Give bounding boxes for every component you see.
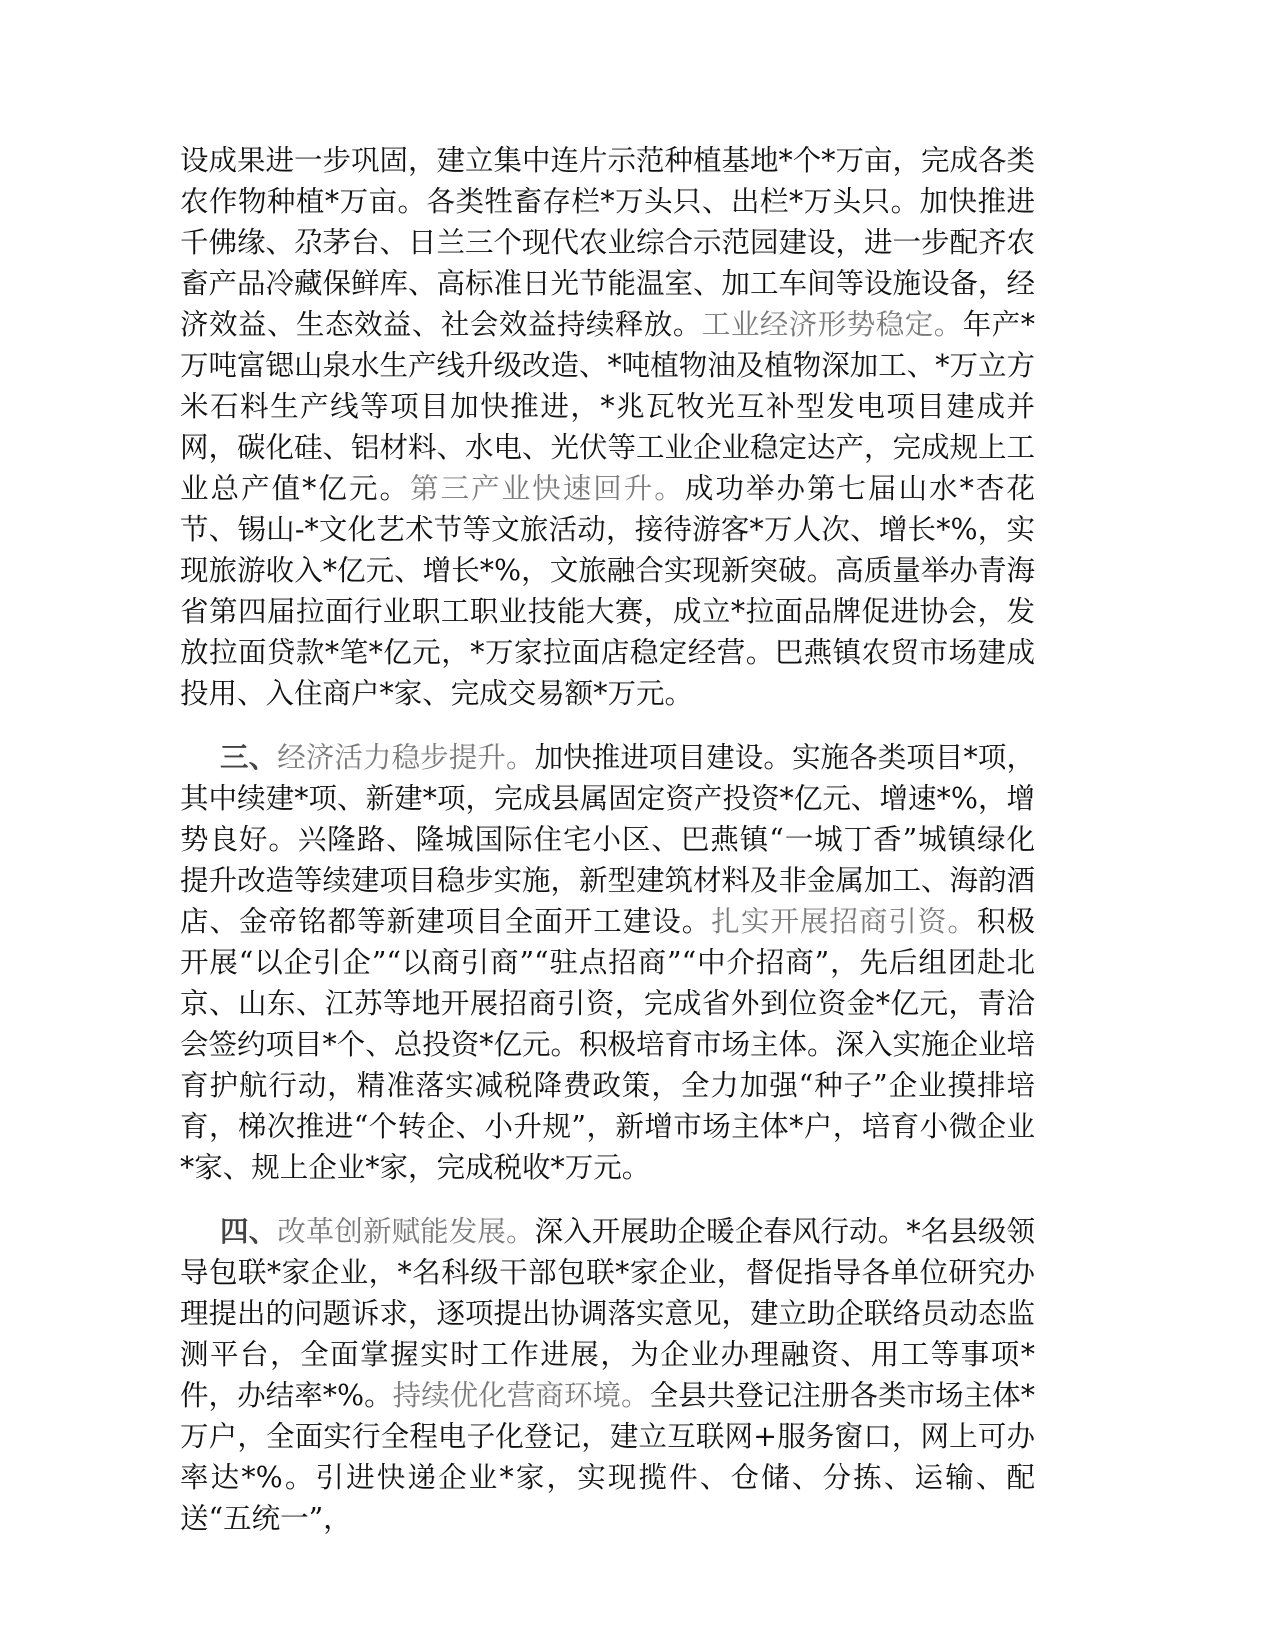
highlight-heading-business-environment: 持续优化营商环境。: [392, 1379, 650, 1412]
section-heading: 经济活力稳步提升。: [277, 741, 535, 774]
text-segment: 设成果进一步巩固，建立集中连片示范种植基地*个*万亩，完成各类农作物种植*万亩。各类牲畜存栏*万头只、出栏*万头只。加快推进千佛缘、尕茅台、日兰三个现代农业综合示范园建设，进一步配齐农畜产品冷藏保鲜库、高标准日光节能温室、加工车间等设施设备，经济效益、生态效益、社会效益持续释放。: [180, 144, 1036, 341]
text-segment: 积极开展“以企引企”“以商引商”“驻点招商”“中介招商”，先后组团赴北京、山东、江苏等地开展招商引资，完成省外到位资金*亿元，青洽会签约项目*个、总投资*亿元。积极培育市场主体。深入实施企业培育护航行动，精准落实减税降费政策，全力加强“种子”企业摸排培育，梯次推进“个转企、小升规”，新增市场主体*户，培育小微企业*家、规上企业*家，完成税收*万元。: [180, 905, 1036, 1184]
text-segment: 年产*万吨富锶山泉水生产线升级改造、*吨植物油及植物深加工、*万立方米石料生产线等项目加快推进，*兆瓦牧光互补型发电项目建成并网，碳化硅、铝材料、水电、光伏等工业企业稳定达产，完成规上工业总产值*亿元。: [180, 308, 1036, 505]
highlight-heading-tertiary: 第三产业快速回升。: [410, 472, 685, 505]
section-number: 三、: [220, 740, 278, 774]
text-segment: 成功举办第七届山水*杏花节、锡山-*文化艺术节等文旅活动，接待游客*万人次、增长*%，实现旅游收入*亿元、增长*%，文旅融合实现新突破。高质量举办青海省第四届拉面行业职工职业技能大赛，成立*拉面品牌促进协会，发放拉面贷款*笔*亿元，*万家拉面店稳定经营。巴燕镇农贸市场建成投用、入住商户*家、完成交易额*万元。: [180, 472, 1035, 710]
paragraph-agriculture-industry: [180, 140, 1035, 714]
section-number: 四、: [220, 1214, 278, 1248]
text-segment: 全县共登记注册各类市场主体*万户，全面实行全程电子化登记，建立互联网+服务窗口，网上可办率达*%。引进快递企业*家，实现揽件、仓储、分拣、运输、配送“五统一”，: [180, 1379, 1035, 1535]
text-segment: 深入开展助企暖企春风行动。*名县级领导包联*家企业，*名科级干部包联*家企业，督促指导各单位研究办理提出的问题诉求，逐项提出协调落实意见，建立助企联络员动态监测平台，全面掌握实时工作进展，为企业办理融资、用工等事项*件，办结率*%。: [180, 1215, 1036, 1412]
document-page: [180, 140, 1035, 1539]
paragraph-section-four: [180, 1211, 1035, 1539]
highlight-heading-investment: 扎实开展招商引资。: [711, 905, 977, 938]
paragraph-section-three: [180, 737, 1035, 1188]
text-segment: 加快推进项目建设。实施各类项目*项，其中续建*项、新建*项，完成县属固定资产投资*亿元、增速*%，增势良好。兴隆路、隆城国际住宅小区、巴燕镇“一城丁香”城镇绿化提升改造等续建项目稳步实施，新型建筑材料及非金属加工、海韵酒店、金帝铭都等新建项目全面开工建设。: [180, 741, 1036, 938]
highlight-heading-industry: 工业经济形势稳定。: [701, 308, 963, 341]
section-heading: 改革创新赋能发展。: [277, 1215, 535, 1248]
